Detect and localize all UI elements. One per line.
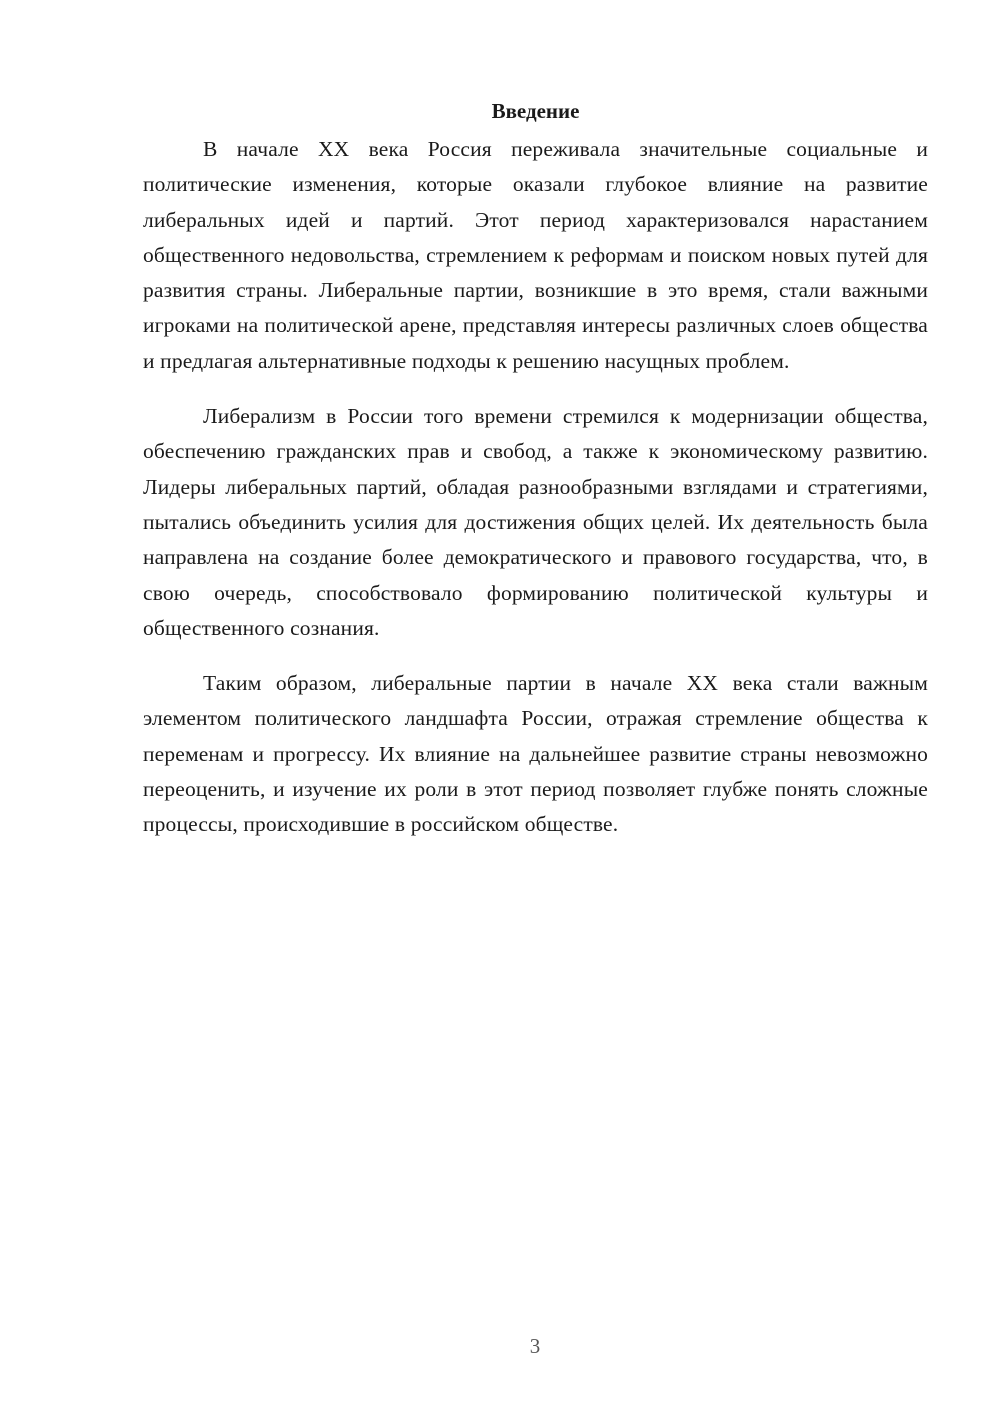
section-title: Введение <box>491 99 580 123</box>
paragraph-2: Либерализм в России того времени стремился к модернизации общества, обеспечению гражданских прав и свобод, а также к экономическому развитию. Лидеры либеральных партий, обладая разнообразными взглядами и стратегиями, пытались объединить усилия для достижения общих целей. Их деятельность была направлена на создание более демократического и правового государства, что, в свою очередь, способствовало формированию политической культуры и общественного сознания. <box>143 404 928 640</box>
paragraph-3: Таким образом, либеральные партии в начале XX века стали важным элементом политического ландшафта России, отражая стремление общества к переменам и прогрессу. Их влияние на дальнейшее развитие страны невозможно переоценить, и изучение их роли в этот период позволяет глубже понять сложные процессы, происходившие в российском обществе. <box>143 671 928 837</box>
document-body <box>143 96 928 863</box>
paragraph-1: В начале XX века Россия переживала значительные социальные и политические изменения, которые оказали глубокое влияние на развитие либеральных идей и партий. Этот период характеризовался нарастанием общественного недовольства, стремлением к реформам и поиском новых путей для развития страны. Либеральные партии, возникшие в это время, стали важными игроками на политической арене, представляя интересы различных слоев общества и предлагая альтернативные подходы к решению насущных проблем. <box>143 137 928 373</box>
page-number: 3 <box>529 1334 541 1358</box>
